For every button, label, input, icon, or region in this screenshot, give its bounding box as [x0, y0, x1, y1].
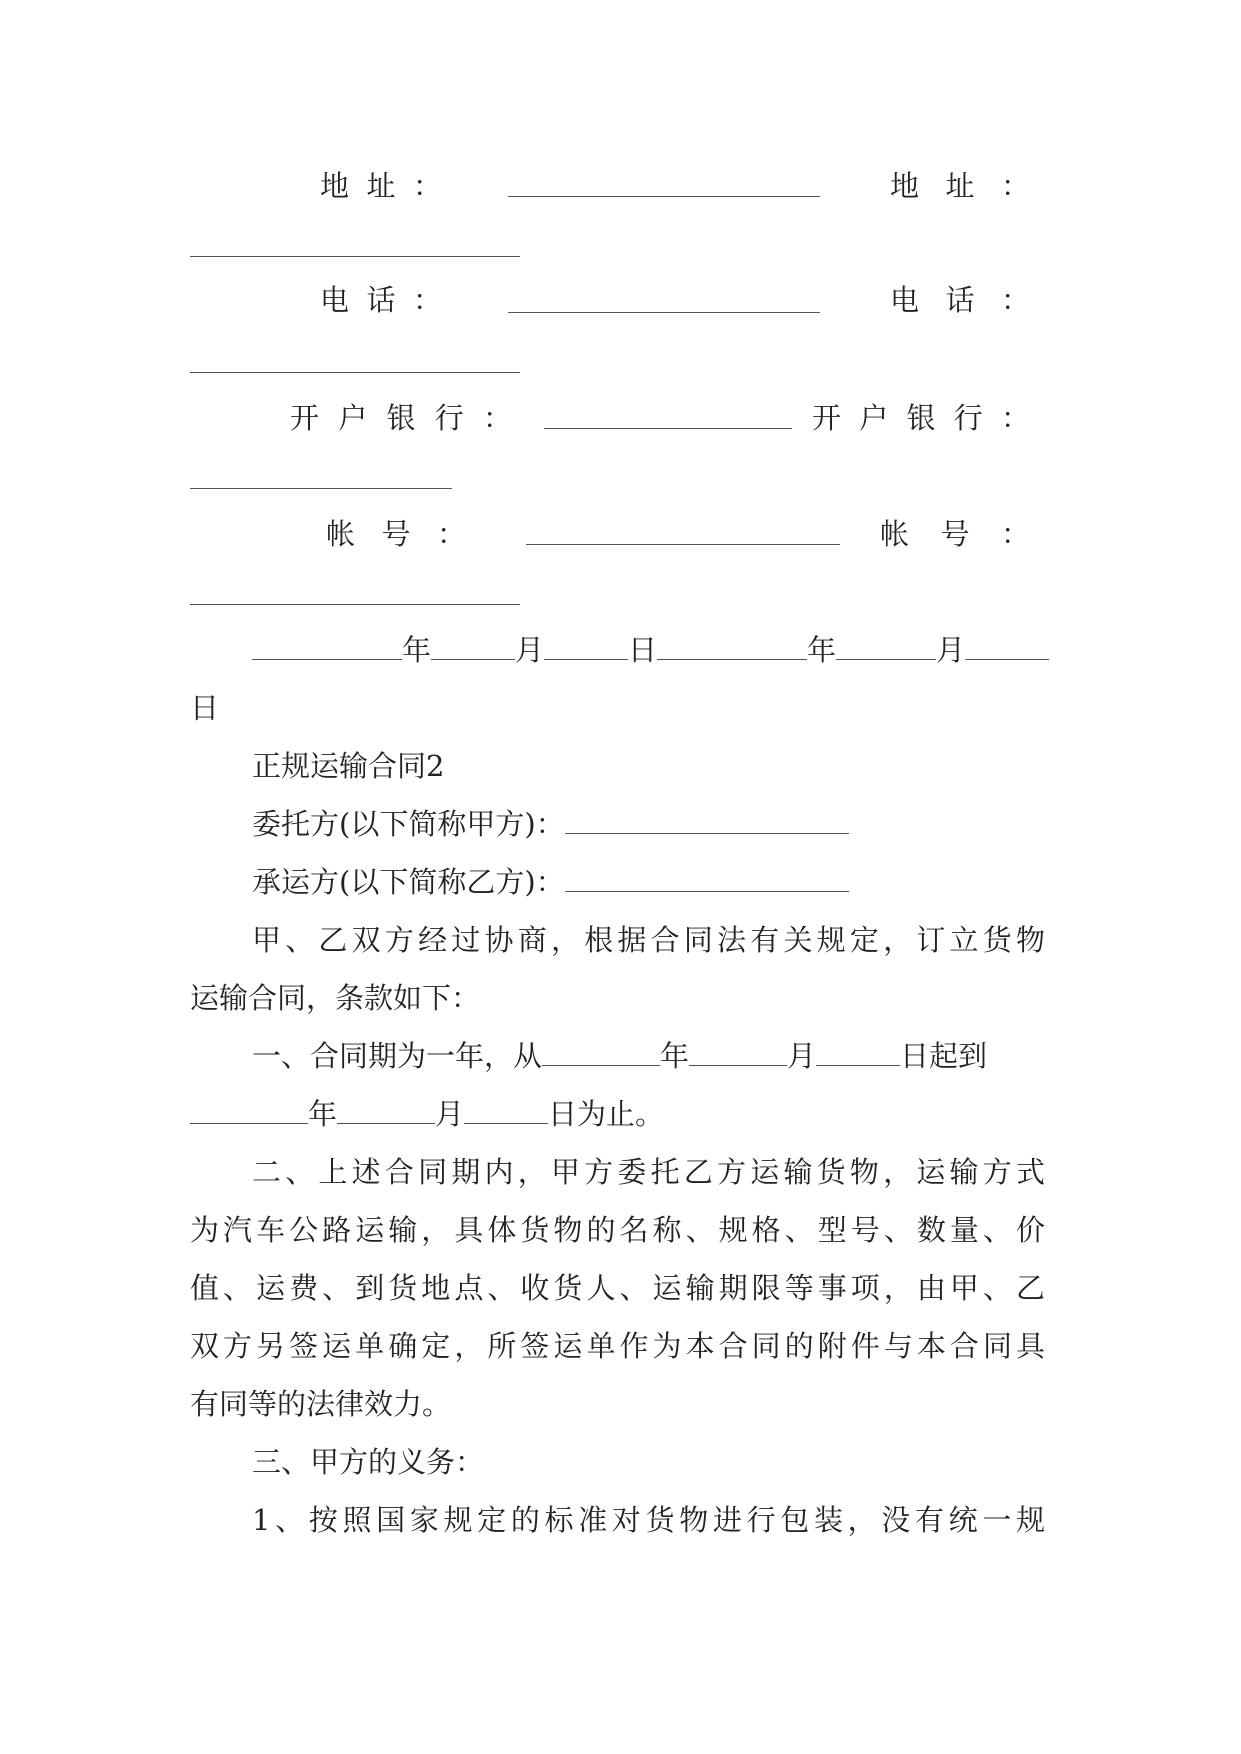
bank-blank-b — [190, 488, 452, 489]
clause-1-line-1: 一、合同期为一年，从 年 月 日起到 — [252, 1039, 988, 1073]
phone-blank-a — [508, 312, 820, 313]
address-blank-a — [508, 196, 820, 197]
client-party-line: 委托方(以下简称甲方)： — [252, 804, 849, 844]
bank-blank-a — [544, 428, 792, 429]
clause-2-line-1: 二、上述合同期内，甲方委托乙方运输货物，运输方式 — [252, 1155, 1045, 1189]
address-label-a: 地址： — [320, 169, 442, 203]
bank-label-b: 开户银行： — [812, 401, 1030, 435]
clause-3-item-1: 1、按照国家规定的标准对货物进行包装，没有统一规 — [252, 1503, 1045, 1537]
address-blank-b — [190, 256, 520, 257]
account-label-b: 帐号： — [880, 517, 1030, 551]
intro-line-2: 运输合同，条款如下： — [190, 981, 481, 1015]
clause-2-line-5: 有同等的法律效力。 — [190, 1387, 452, 1421]
intro-line-1: 甲、乙双方经过协商，根据合同法有关规定，订立货物 — [252, 923, 1045, 957]
account-blank-a — [526, 544, 840, 545]
address-label-b: 地址： — [890, 169, 1030, 203]
phone-label-a: 电话： — [320, 283, 442, 317]
account-label-a: 帐号： — [326, 517, 466, 551]
bank-label-a: 开户银行： — [290, 401, 512, 435]
clause-1-line-2: 年 月 日为止。 — [190, 1094, 664, 1134]
date-line-day: 日 — [190, 691, 220, 725]
contract-heading: 正规运输合同2 — [252, 749, 445, 783]
carrier-party-line: 承运方(以下简称乙方)： — [252, 862, 849, 902]
phone-label-b: 电话： — [890, 283, 1030, 317]
clause-2-line-2: 为汽车公路运输，具体货物的名称、规格、型号、数量、价 — [190, 1213, 1045, 1247]
clause-2-line-3: 值、运费、到货地点、收货人、运输期限等事项，由甲、乙 — [190, 1271, 1045, 1305]
clause-2-line-4: 双方另签运单确定，所签运单作为本合同的附件与本合同具 — [190, 1329, 1045, 1363]
clause-3-title: 三、甲方的义务： — [252, 1445, 485, 1479]
date-line: 年 月 日 年 月 — [252, 630, 1049, 670]
account-blank-b — [190, 604, 520, 605]
phone-blank-b — [190, 372, 520, 373]
